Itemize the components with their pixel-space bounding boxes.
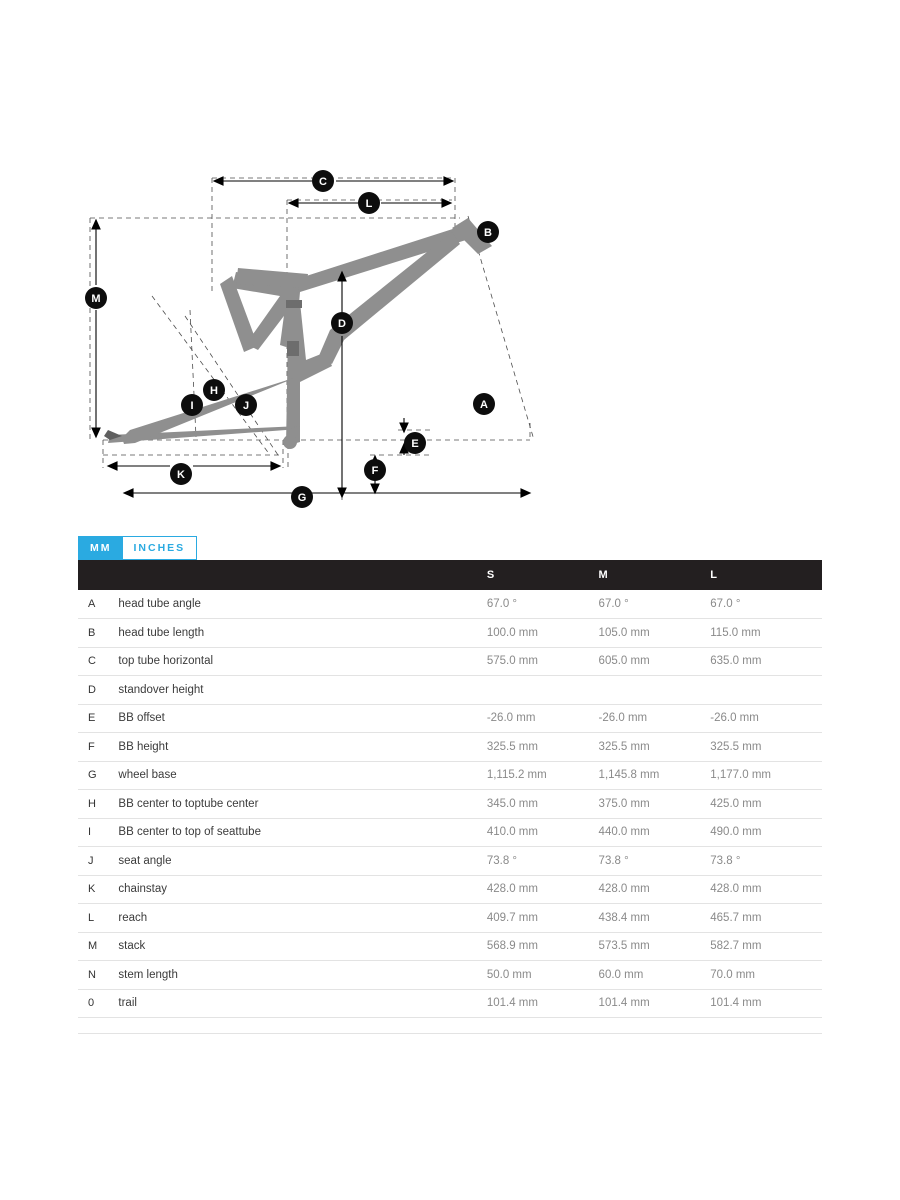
geometry-table <box>78 560 822 1018</box>
row-value-l: 115.0 mm <box>710 619 822 648</box>
row-value-m: 605.0 mm <box>599 647 711 676</box>
geometry-table-body <box>78 590 822 1018</box>
label-badge-I-text: I <box>190 400 194 412</box>
row-value-s <box>487 676 599 705</box>
table-row <box>78 647 822 676</box>
row-name: BB center to top of seattube <box>118 818 486 847</box>
row-name: stack <box>118 932 486 961</box>
label-badge-F <box>364 459 386 481</box>
label-badge-E-text: E <box>411 438 419 450</box>
table-row <box>78 590 822 619</box>
row-value-m: 1,145.8 mm <box>599 761 711 790</box>
label-badge-C <box>312 170 334 192</box>
table-row <box>78 875 822 904</box>
label-badge-D-text: D <box>338 318 346 330</box>
row-key: B <box>78 619 118 648</box>
row-value-l: 325.5 mm <box>710 733 822 762</box>
row-value-l: 425.0 mm <box>710 790 822 819</box>
row-name: chainstay <box>118 875 486 904</box>
row-value-s: 67.0 ° <box>487 590 599 619</box>
label-badge-I <box>181 394 203 416</box>
label-badge-M <box>85 287 107 309</box>
row-value-l: 1,177.0 mm <box>710 761 822 790</box>
row-value-s: 73.8 ° <box>487 847 599 876</box>
row-name: BB offset <box>118 704 486 733</box>
label-badge-B <box>477 221 499 243</box>
table-row <box>78 932 822 961</box>
label-badge-G <box>291 486 313 508</box>
table-row <box>78 704 822 733</box>
row-key: D <box>78 676 118 705</box>
row-value-l: 635.0 mm <box>710 647 822 676</box>
label-badge-M-text: M <box>91 293 101 305</box>
row-value-s: 428.0 mm <box>487 875 599 904</box>
row-name: stem length <box>118 961 486 990</box>
row-value-l <box>710 676 822 705</box>
row-value-l: 70.0 mm <box>710 961 822 990</box>
row-value-l: 428.0 mm <box>710 875 822 904</box>
table-row <box>78 733 822 762</box>
unit-toggle[interactable] <box>78 536 197 560</box>
label-badge-F-text: F <box>371 465 379 477</box>
row-value-s: 410.0 mm <box>487 818 599 847</box>
table-row <box>78 961 822 990</box>
row-value-s: 345.0 mm <box>487 790 599 819</box>
row-value-l: 582.7 mm <box>710 932 822 961</box>
row-value-s: -26.0 mm <box>487 704 599 733</box>
table-row <box>78 761 822 790</box>
row-value-l: 67.0 ° <box>710 590 822 619</box>
table-footer-spacer <box>78 1016 822 1034</box>
table-header-row <box>78 560 822 590</box>
label-badge-H <box>203 379 225 401</box>
row-value-s: 101.4 mm <box>487 989 599 1018</box>
row-key: 0 <box>78 989 118 1018</box>
label-badge-L-text: L <box>365 198 373 210</box>
label-badge-J-text: J <box>242 400 250 412</box>
row-value-l: 101.4 mm <box>710 989 822 1018</box>
table-row <box>78 619 822 648</box>
table-row <box>78 676 822 705</box>
label-badge-J <box>235 394 257 416</box>
header-size-s: S <box>487 560 599 590</box>
row-name: head tube angle <box>118 590 486 619</box>
row-value-s: 1,115.2 mm <box>487 761 599 790</box>
geometry-diagram <box>78 150 548 520</box>
row-value-m: 60.0 mm <box>599 961 711 990</box>
row-name: top tube horizontal <box>118 647 486 676</box>
unit-toggle-mm[interactable]: MM <box>79 537 123 559</box>
label-badge-A-text: A <box>480 399 488 411</box>
label-badge-L <box>358 192 380 214</box>
row-key: A <box>78 590 118 619</box>
row-value-s: 575.0 mm <box>487 647 599 676</box>
row-key: E <box>78 704 118 733</box>
row-value-s: 50.0 mm <box>487 961 599 990</box>
row-key: H <box>78 790 118 819</box>
row-value-m: 73.8 ° <box>599 847 711 876</box>
header-key <box>78 560 118 590</box>
row-value-m: 67.0 ° <box>599 590 711 619</box>
row-value-m: 438.4 mm <box>599 904 711 933</box>
row-value-s: 100.0 mm <box>487 619 599 648</box>
table-row <box>78 790 822 819</box>
row-key: N <box>78 961 118 990</box>
label-badge-G-text: G <box>297 492 307 504</box>
frame-silhouette <box>104 218 492 449</box>
row-value-m: 573.5 mm <box>599 932 711 961</box>
row-value-m: 440.0 mm <box>599 818 711 847</box>
table-row <box>78 818 822 847</box>
row-value-l: 73.8 ° <box>710 847 822 876</box>
row-key: F <box>78 733 118 762</box>
row-value-l: 490.0 mm <box>710 818 822 847</box>
header-size-l: L <box>710 560 822 590</box>
header-measure <box>118 560 486 590</box>
label-badge-H-text: H <box>210 385 218 397</box>
label-badge-B-text: B <box>484 227 492 239</box>
row-name: standover height <box>118 676 486 705</box>
label-badge-D <box>331 312 353 334</box>
row-key: I <box>78 818 118 847</box>
row-key: M <box>78 932 118 961</box>
label-badge-A <box>473 393 495 415</box>
unit-toggle-inches[interactable]: INCHES <box>123 537 197 559</box>
row-name: trail <box>118 989 486 1018</box>
row-key: L <box>78 904 118 933</box>
row-name: seat angle <box>118 847 486 876</box>
row-name: wheel base <box>118 761 486 790</box>
row-name: head tube length <box>118 619 486 648</box>
row-key: G <box>78 761 118 790</box>
row-value-l: 465.7 mm <box>710 904 822 933</box>
row-value-m: 375.0 mm <box>599 790 711 819</box>
row-value-l: -26.0 mm <box>710 704 822 733</box>
row-name: BB center to toptube center <box>118 790 486 819</box>
label-badge-E <box>404 432 426 454</box>
row-name: BB height <box>118 733 486 762</box>
row-key: J <box>78 847 118 876</box>
row-key: K <box>78 875 118 904</box>
row-value-m: 101.4 mm <box>599 989 711 1018</box>
geometry-table-head <box>78 560 822 590</box>
row-name: reach <box>118 904 486 933</box>
label-badge-K-text: K <box>177 469 185 481</box>
table-row <box>78 989 822 1018</box>
row-value-m: 428.0 mm <box>599 875 711 904</box>
row-value-s: 568.9 mm <box>487 932 599 961</box>
row-value-s: 409.7 mm <box>487 904 599 933</box>
header-size-m: M <box>599 560 711 590</box>
label-badge-C-text: C <box>319 176 327 188</box>
row-value-m: 105.0 mm <box>599 619 711 648</box>
row-value-m: -26.0 mm <box>599 704 711 733</box>
row-value-m <box>599 676 711 705</box>
geometry-diagram-svg <box>78 150 548 520</box>
row-value-s: 325.5 mm <box>487 733 599 762</box>
row-value-m: 325.5 mm <box>599 733 711 762</box>
table-row <box>78 847 822 876</box>
table-row <box>78 904 822 933</box>
row-key: C <box>78 647 118 676</box>
label-badge-K <box>170 463 192 485</box>
